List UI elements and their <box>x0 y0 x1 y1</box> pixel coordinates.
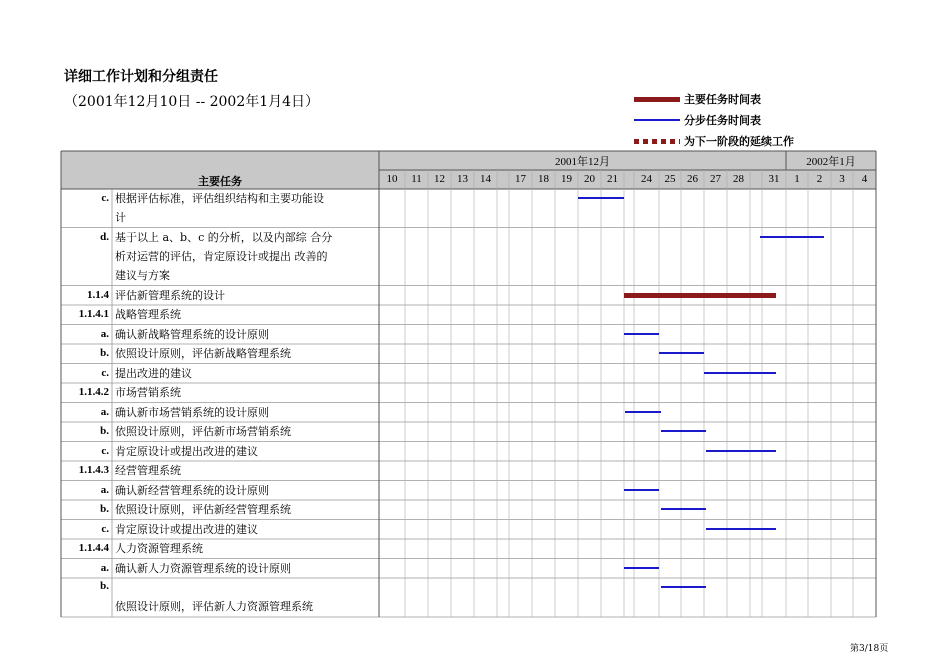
task-description: 肯定原设计或提出改进的建议 <box>115 444 258 458</box>
task-code: b. <box>100 425 109 437</box>
day-header: 2 <box>816 173 823 185</box>
month-header: 2002年1月 <box>806 156 856 168</box>
task-code: c. <box>101 444 109 457</box>
day-header: 11 <box>411 173 422 185</box>
task-description: 确认新人力资源管理系统的设计原则 <box>115 561 291 575</box>
month-header: 2001年12月 <box>555 156 610 168</box>
task-code: 1.1.4 <box>87 288 109 301</box>
task-description: 建议与方案 <box>115 268 170 282</box>
legend-sub-label: 分步任务时间表 <box>684 114 761 127</box>
task-description: 确认新经营管理系统的设计原则 <box>115 483 269 497</box>
day-header: 20 <box>584 173 595 185</box>
day-header: 28 <box>733 173 744 185</box>
task-code: a. <box>100 561 109 574</box>
day-header: 26 <box>687 173 698 185</box>
task-description: 基于以上 a、b、c 的分析，以及内部综 合分 <box>115 230 333 244</box>
page-number: 第3/18页 <box>850 644 889 654</box>
task-description: 提出改进的建议 <box>115 366 192 380</box>
day-header: 31 <box>768 173 780 185</box>
task-code: c. <box>101 522 109 535</box>
page-subtitle: （2001年12月10日 -- 2002年1月4日） <box>64 94 320 110</box>
day-header: 27 <box>710 173 721 185</box>
gantt-bar-sub <box>625 411 661 413</box>
day-header: 10 <box>386 173 398 185</box>
task-description: 根据评估标准，评估组织结构和主要功能设 <box>115 192 324 205</box>
task-description: 人力资源管理系统 <box>115 542 203 555</box>
task-description: 析对运营的评估，肯定原设计或提出 改善的 <box>115 249 328 263</box>
day-header: 25 <box>664 173 676 185</box>
day-header: 21 <box>607 173 618 185</box>
task-description: 计 <box>115 211 126 224</box>
page-title: 详细工作计划和分组责任 <box>64 69 218 85</box>
task-description: 经营管理系统 <box>115 464 181 477</box>
day-header: 12 <box>434 173 445 185</box>
task-description: 战略管理系统 <box>115 308 181 321</box>
task-description: 确认新战略管理系统的设计原则 <box>115 327 269 341</box>
gantt-bar-sub <box>624 333 659 335</box>
task-code: 1.1.4.3 <box>78 464 109 476</box>
gantt-bar-sub <box>706 450 776 452</box>
day-header: 24 <box>641 173 652 185</box>
task-description: 依照设计原则，评估新战略管理系统 <box>115 347 291 360</box>
gantt-bar-sub <box>760 236 825 238</box>
gantt-bar-sub <box>578 197 624 199</box>
gantt-bar-sub <box>661 508 706 510</box>
task-code: 1.1.4.4 <box>78 542 109 554</box>
legend-main-label: 主要任务时间表 <box>684 93 761 106</box>
task-description: 依照设计原则，评估新市场营销系统 <box>115 425 291 438</box>
task-code: d. <box>100 230 109 243</box>
task-code: 1.1.4.1 <box>78 308 109 320</box>
task-description: 依照设计原则，评估新经营管理系统 <box>115 503 291 516</box>
task-code: a. <box>100 327 109 340</box>
task-code: a. <box>100 483 109 496</box>
task-description: 市场营销系统 <box>115 386 181 399</box>
gantt-bar-sub <box>659 352 704 354</box>
gantt-bar-sub <box>706 528 776 530</box>
day-header: 13 <box>457 173 468 185</box>
task-code: a. <box>100 405 109 418</box>
gantt-bar-sub <box>704 372 776 374</box>
day-header: 14 <box>480 173 491 185</box>
task-column-header: 主要任务 <box>198 175 242 188</box>
task-description: 依照设计原则，评估新人力资源管理系统 <box>115 600 313 613</box>
gantt-bar-main <box>624 293 776 298</box>
gantt-bar-sub <box>661 430 706 432</box>
task-code: b. <box>100 347 109 359</box>
task-description: 肯定原设计或提出改进的建议 <box>115 522 258 536</box>
task-code: b. <box>100 503 109 515</box>
day-header: 18 <box>538 173 549 185</box>
task-description: 确认新市场营销系统的设计原则 <box>115 405 269 419</box>
legend-next-label: 为下一阶段的延续工作 <box>684 135 794 148</box>
task-code: c. <box>101 366 109 379</box>
task-code: 1.1.4.2 <box>78 386 109 398</box>
day-header: 3 <box>839 173 845 185</box>
day-header: 1 <box>794 173 800 185</box>
gantt-bar-sub <box>624 489 659 491</box>
gantt-bar-sub <box>661 586 706 588</box>
task-description: 评估新管理系统的设计 <box>115 288 225 302</box>
day-header: 17 <box>515 173 526 185</box>
task-code: b. <box>100 580 109 592</box>
gantt-bar-sub <box>624 567 659 569</box>
day-header: 4 <box>861 173 868 185</box>
task-code: c. <box>101 192 109 204</box>
day-header: 19 <box>561 173 572 185</box>
